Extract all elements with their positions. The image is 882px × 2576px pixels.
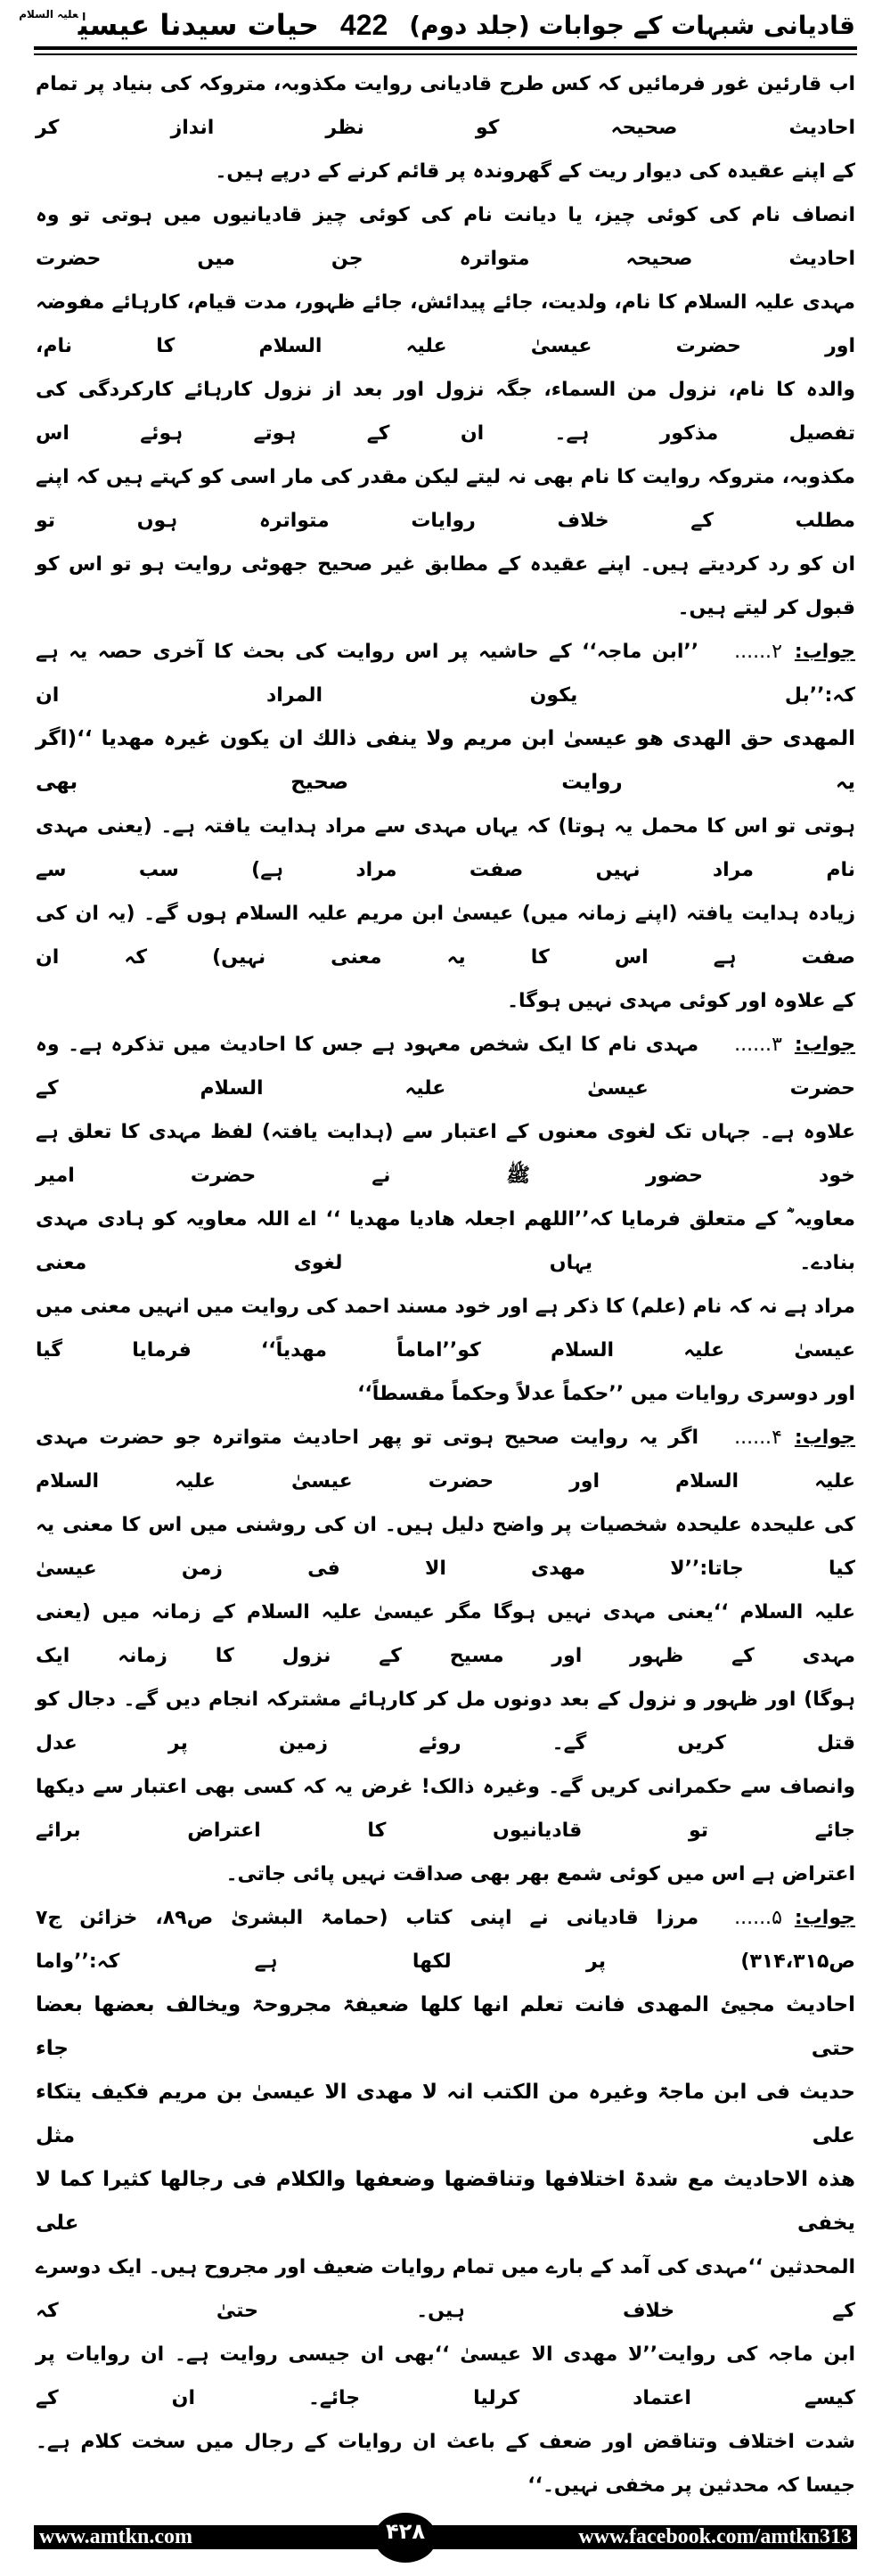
book-title xyxy=(19,8,319,42)
book-title-text: حیات سیدنا عیسیٰ xyxy=(78,8,319,42)
text-line xyxy=(36,1416,855,1503)
text-line xyxy=(36,717,855,805)
text-line xyxy=(36,1983,855,2071)
text-line xyxy=(36,455,855,543)
text-line xyxy=(36,150,855,193)
text-line xyxy=(36,1896,855,1983)
facebook-link[interactable]: www.facebook.com/amtkn313 xyxy=(578,2525,852,2548)
book-subtitle: قادیانی شبہات کے جوابات (جلد دوم) xyxy=(409,10,855,40)
text-line xyxy=(36,368,855,455)
answer-number: ۴...... xyxy=(734,1427,782,1449)
text-line xyxy=(36,1023,855,1110)
line-text: اگر یہ روایت صحیح ہوتی تو پھر احادیث متواترہ جو حضرت مہدی علیہ السلام اور حضرت عیسیٰ علیہ السلام xyxy=(36,1427,855,1492)
answer-label: جواب: xyxy=(794,641,855,663)
line-text: ہوتی تو اس کا محمل یہ ہوتا) کہ یہاں مہدی سے مراد ہدایت یافتہ ہے۔ (یعنی مہدی نام مراد نہیں صفت مراد ہے) سب سے xyxy=(36,815,855,881)
text-line xyxy=(36,2071,855,2158)
line-text: مہدی نام کا ایک شخص معہود ہے جس کا احادیث میں تذکرہ ہے۔ وہ حضرت عیسیٰ علیہ السلام کے xyxy=(36,1034,855,1100)
text-line xyxy=(36,2333,855,2420)
line-text: مکذوبہ، متروکہ روایت کا نام بھی نہ لیتے لیکن مقدر کی مار اسی کو کہتے ہیں کہ اپنے مطلب کے خلاف روایات متواترہ ہوں تو xyxy=(36,466,855,532)
text-line xyxy=(36,2420,855,2507)
text-line xyxy=(36,1591,855,1678)
line-text: اعتراض ہے اس میں کوئی شمع بھر بھی صداقت نہیں پائی جاتی۔ xyxy=(225,1863,855,1885)
line-text: ابن ماجہ کی روایت’’لا مھدی الا عیسیٰ ‘‘بھی ان جیسی روایت ہے۔ ان روایات پر کیسے اعتماد کرلیا جائے۔ ان کے xyxy=(36,2343,855,2409)
line-text: انصاف نام کی کوئی چیز، یا دیانت نام کی کوئی چیز قادیانیوں میں ہوتی تو وہ احادیث صحیحہ متواترہ جن میں حضرت xyxy=(36,204,855,270)
line-text: شدت اختلاف وتناقض اور ضعف کے باعث ان روایات کے رجال میں سخت کلام ہے۔ جیسا کہ محدثین پر مخفی نہیں۔‘‘ xyxy=(36,2431,855,2497)
line-text: کے علاوہ اور کوئی مہدی نہیں ہوگا۔ xyxy=(507,990,855,1012)
text-line xyxy=(36,2245,855,2333)
page-badge: ۴۲۸ xyxy=(374,2513,437,2563)
line-text: اور دوسری روایات میں ’’حکماً عدلاً وحکماً مقسطاً‘‘ xyxy=(357,1383,855,1405)
line-text: ان کو رد کردیتے ہیں۔ اپنے عقیدہ کے مطابق غیر صحیح جھوٹی روایت ہو تو اس کو قبول کر لیتے ہیں۔ xyxy=(36,553,855,619)
text-line xyxy=(36,1678,855,1765)
line-text: احادیث مجیئ المھدی فانت تعلم انھا کلھا ضعیفۃ مجروحۃ ویخالف بعضھا بعضا حتی جاء xyxy=(36,1993,855,2060)
text-line xyxy=(36,1503,855,1591)
text-line xyxy=(36,1765,855,1852)
text-line xyxy=(36,805,855,892)
answer-label: جواب: xyxy=(794,1907,855,1929)
line-text: زیادہ ہدایت یافتہ (اپنے زمانہ میں) عیسیٰ ابن مریم علیہ السلام ہوں گے۔ (یہ ان کی صفت ہے اس کا یہ معنی نہیں) کہ ان xyxy=(36,903,856,969)
text-line xyxy=(36,543,855,630)
line-text: وانصاف سے حکمرانی کریں گے۔ وغیرہ ذالک! غرض یہ کہ کسی بھی اعتبار سے دیکھا جائے تو قادیانیوں کا اعتراض برائے xyxy=(36,1776,855,1842)
text-line xyxy=(36,979,855,1023)
text-line xyxy=(36,281,855,368)
text-line xyxy=(36,892,855,979)
answer-number: ۲...... xyxy=(734,641,782,663)
line-text: معاویہ ؓ کے متعلق فرمایا کہ’’اللھم اجعلہ ھادیا مھدیا ‘‘ اے اللہ معاویہ کو ہادی مہدی بنادے۔ یہاں لغوی معنی xyxy=(36,1208,855,1274)
answer-number: ۵...... xyxy=(734,1907,782,1929)
text-line xyxy=(36,62,855,150)
footer-bar xyxy=(34,2519,857,2549)
website-link[interactable]: www.amtkn.com xyxy=(39,2525,192,2548)
text-line xyxy=(36,1372,855,1416)
text-line xyxy=(36,1285,855,1372)
line-text: مہدی علیہ السلام کا نام، ولدیت، جائے پیدائش، جائے ظہور، مدت قیام، کارہائے مفوضہ اور حضرت عیسیٰ علیہ السلام کا نام، xyxy=(36,291,855,357)
text-line xyxy=(36,1198,855,1285)
line-text: علاوہ ہے۔ جہاں تک لغوی معنوں کے اعتبار سے (ہدایت یافتہ) لفظ مہدی کا تعلق ہے خود حضور ﷺ نے حضرت امیر xyxy=(36,1121,855,1187)
honorific: علیہ السلام xyxy=(19,8,78,20)
page-body xyxy=(34,55,857,2507)
line-text: حدیث فی ابن ماجۃ وغیرہ من الکتب انہ لا مھدی الا عیسیٰ بن مریم فکیف یتکاء علی مثل xyxy=(36,2081,855,2147)
header-rule-thick xyxy=(34,46,857,50)
line-text: ہوگا) اور ظہور و نزول کے بعد دونوں مل کر کارہائے مشترکہ انجام دیں گے۔ دجال کو قتل کریں گے۔ روئے زمین پر عدل xyxy=(36,1689,855,1754)
answer-label: جواب: xyxy=(794,1427,855,1449)
text-line xyxy=(36,193,855,281)
line-text: اب قارئین غور فرمائیں کہ کس طرح قادیانی روایت مکذوبہ، متروکہ کی بنیاد پر تمام احادیث صحیحہ کو نظر انداز کر xyxy=(36,73,855,139)
header-page-number: 422 xyxy=(339,8,388,41)
running-header xyxy=(19,5,857,45)
text-line xyxy=(36,1110,855,1198)
text-line xyxy=(36,1852,855,1896)
line-text: علیہ السلام ‘‘یعنی مہدی نہیں ہوگا مگر عیسیٰ علیہ السلام کے زمانہ میں (یعنی مہدی کے ظہور اور مسیح کے نزول کا زمانہ ایک xyxy=(36,1601,855,1667)
text-line xyxy=(36,2158,855,2245)
line-text: کی علیحدہ علیحدہ شخصیات پر واضح دلیل ہیں۔ ان کی روشنی میں اس کا معنی یہ کیا جاتا:’’لا مھدی الا فی زمن عیسیٰ xyxy=(36,1514,855,1580)
answer-number: ۳...... xyxy=(734,1034,782,1056)
line-text: مراد ہے نہ کہ نام (علم) کا ذکر ہے اور خود مسند احمد کی روایت میں انہیں معنی میں عیسیٰ علیہ السلام کو’’اماماً مھدیاً‘‘ فرمایا گیا xyxy=(36,1296,855,1362)
line-text: کے اپنے عقیدہ کی دیوار ریت کے گھروندہ پر قائم کرنے کے درپے ہیں۔ xyxy=(215,160,855,183)
line-text: ھذہ الاحادیث مع شدۃ اختلافھا وتناقضھا وضعفھا والکلام فی رجالھا کثیرا کما لا یخفی علی xyxy=(36,2168,855,2235)
line-text: والدہ کا نام، نزول من السماء، جگہ نزول اور بعد از نزول کارہائے کارکردگی کی تفصیل مذکور ہے۔ ان کے ہوتے ہوئے اس xyxy=(36,379,855,445)
text-line xyxy=(36,630,855,717)
answer-label: جواب: xyxy=(794,1034,855,1056)
line-text: المھدی حق الھدی ھو عیسیٰ ابن مریم ولا ینفی ذالك ان یکون غیرہ مھدیا ‘‘(اگر یہ روایت صحیح بھی xyxy=(36,727,855,794)
line-text: المحدثین ‘‘مہدی کی آمد کے بارے میں تمام روایات ضعیف اور مجروح ہیں۔ ایک دوسرے کے خلاف ہیں۔ حتیٰ کہ xyxy=(36,2256,855,2322)
line-text: مرزا قادیانی نے اپنی کتاب (حمامۃ البشریٰ ص۸۹، خزائن ج۷ ص۳۱۴،۳۱۵) پر لکھا ہے کہ:’’واما xyxy=(36,1907,855,1973)
line-text: ’’ابن ماجہ‘‘ کے حاشیہ پر اس روایت کی بحث کا آخری حصہ یہ ہے کہ:’’بل یکون المراد ان xyxy=(36,641,855,707)
